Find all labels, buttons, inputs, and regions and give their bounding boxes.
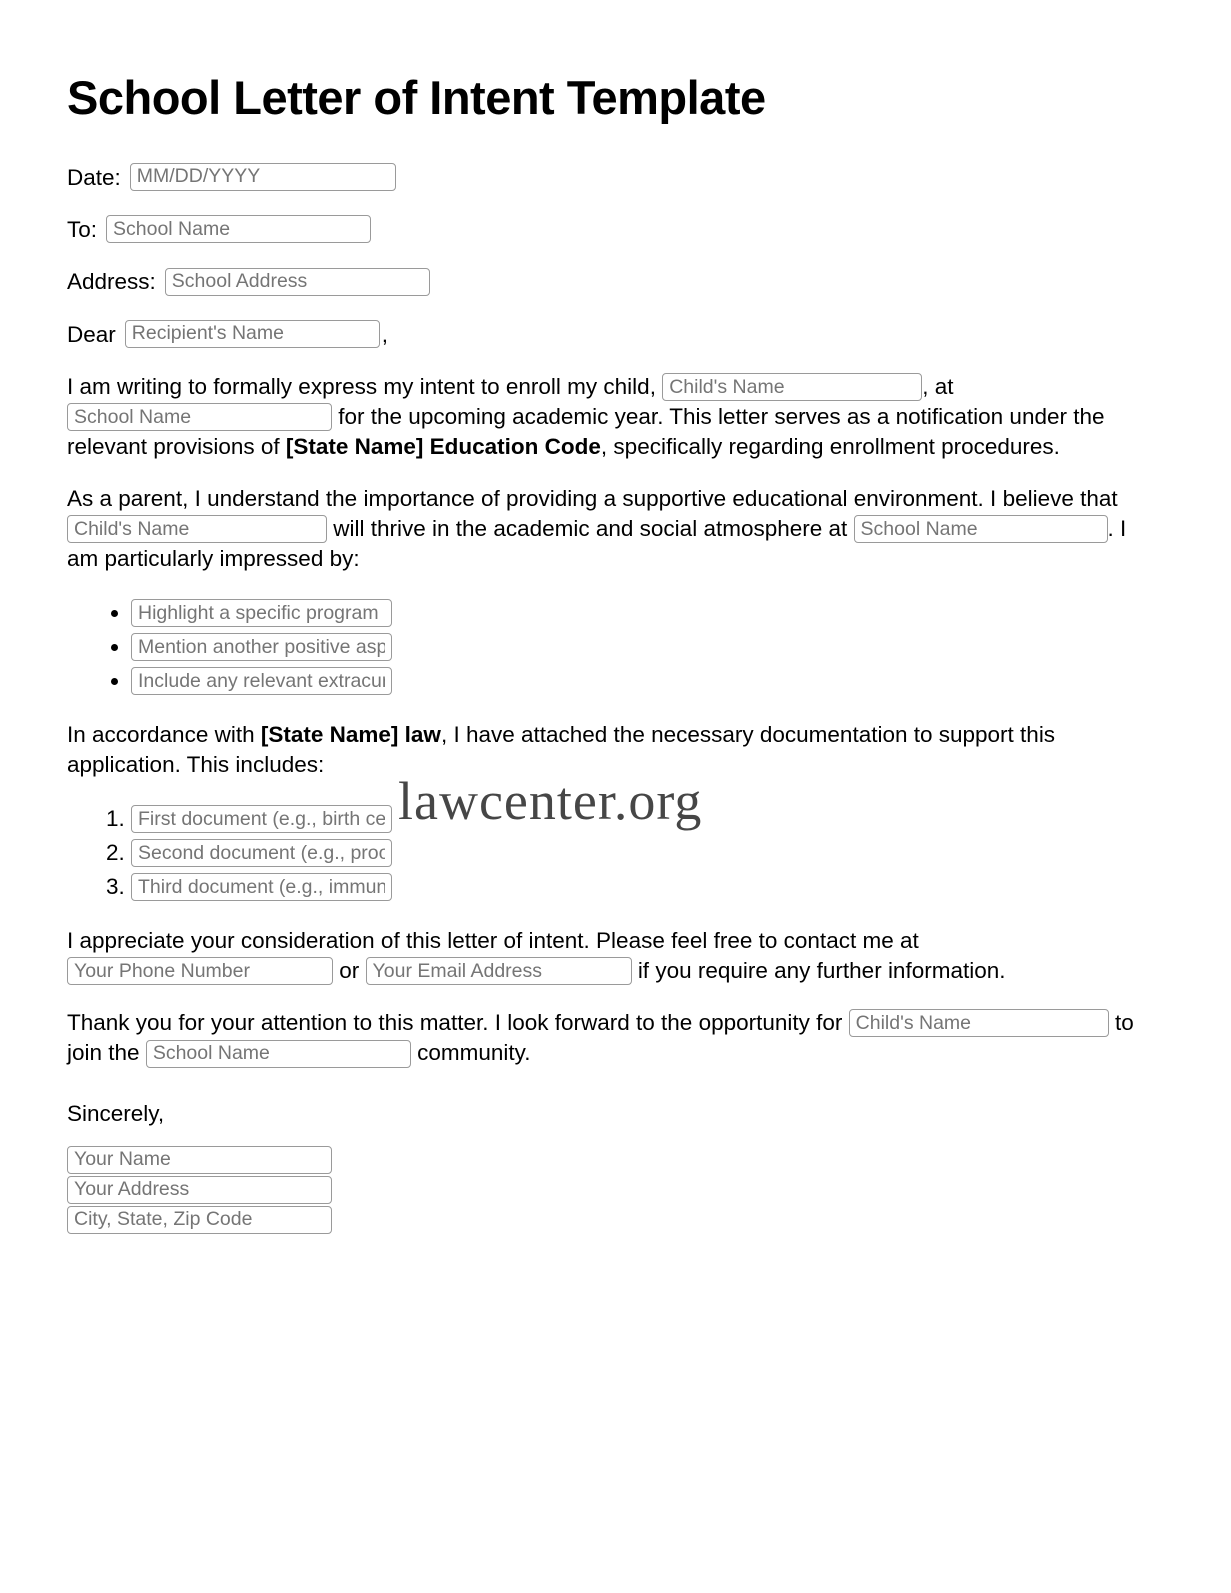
second-document-input[interactable] bbox=[131, 839, 392, 867]
salutation-comma: , bbox=[381, 321, 389, 347]
date-input[interactable] bbox=[130, 163, 396, 191]
paragraph-thanks bbox=[67, 1008, 1145, 1068]
to-line bbox=[67, 215, 1164, 245]
paragraph-parent bbox=[67, 484, 1145, 574]
salutation-line bbox=[67, 320, 1164, 350]
child-name-input-2[interactable] bbox=[67, 515, 327, 543]
paragraph-contact-text-1: I appreciate your consideration of this letter of intent. Please feel free to contact me at bbox=[67, 928, 919, 954]
paragraph-intent-text-3: for the upcoming academic year. This letter serves as a notification under the relevant provisions of bbox=[67, 404, 1105, 460]
your-name-input[interactable] bbox=[67, 1146, 332, 1174]
paragraph-accordance bbox=[67, 720, 1145, 780]
contact-conjunction: or bbox=[339, 958, 360, 984]
school-address-input[interactable] bbox=[165, 268, 430, 296]
address-line bbox=[67, 267, 1164, 297]
paragraph-accordance-text-2: , I have attached the necessary documentation to support this application. This includes: bbox=[67, 722, 1056, 778]
page-title: School Letter of Intent Template bbox=[67, 71, 766, 124]
paragraph-thanks-text-1: Thank you for your attention to this matter. I look forward to the opportunity for bbox=[67, 1010, 843, 1036]
paragraph-parent-text-3: . I am particularly impressed by: bbox=[67, 516, 1127, 572]
paragraph-parent-text-1: As a parent, I understand the importance of providing a supportive educational environment. I believe that bbox=[67, 486, 1118, 512]
child-name-input-3[interactable] bbox=[849, 1009, 1109, 1037]
paragraph-intent-text-2: , at bbox=[922, 374, 954, 400]
closing-sincerely: Sincerely, bbox=[67, 1100, 165, 1126]
list-item bbox=[131, 870, 1164, 904]
paragraph-contact-text-2: if you require any further information. bbox=[637, 958, 1006, 984]
paragraph-intent bbox=[67, 372, 1145, 462]
extracurricular-input[interactable] bbox=[131, 667, 392, 695]
positive-aspect-input[interactable] bbox=[131, 633, 392, 661]
address-label: Address: bbox=[67, 269, 156, 295]
list-item bbox=[131, 802, 1164, 836]
school-name-input-3[interactable] bbox=[146, 1040, 411, 1068]
paragraph-accordance-text-1: In accordance with bbox=[67, 722, 255, 748]
paragraph-intent-text-4: , specifically regarding enrollment procedures. bbox=[600, 434, 1060, 460]
paragraph-contact bbox=[67, 926, 1145, 986]
third-document-input[interactable] bbox=[131, 873, 392, 901]
to-school-name-input[interactable] bbox=[106, 215, 371, 243]
your-address-input[interactable] bbox=[67, 1176, 332, 1204]
list-item bbox=[131, 836, 1164, 870]
list-item bbox=[131, 596, 1164, 630]
watermark: lawcenter.org bbox=[398, 771, 703, 831]
date-label: Date: bbox=[67, 164, 121, 190]
paragraph-intent-text-1: I am writing to formally express my intent to enroll my child, bbox=[67, 374, 656, 400]
paragraph-thanks-text-3: community. bbox=[417, 1040, 531, 1066]
to-label: To: bbox=[67, 217, 98, 242]
list-item bbox=[131, 664, 1164, 698]
paragraph-thanks-text-2: to join the bbox=[67, 1010, 1134, 1066]
state-education-code-bold: [State Name] Education Code bbox=[285, 434, 601, 460]
phone-number-input[interactable] bbox=[67, 957, 333, 985]
school-name-input-1[interactable] bbox=[67, 403, 332, 431]
signature-block bbox=[67, 1147, 1164, 1235]
recipient-name-input[interactable] bbox=[125, 320, 380, 348]
city-state-zip-input[interactable] bbox=[67, 1206, 332, 1234]
date-line bbox=[67, 163, 1164, 193]
paragraph-parent-text-2: will thrive in the academic and social atmosphere at bbox=[333, 516, 848, 542]
list-item bbox=[131, 630, 1164, 664]
state-law-bold: [State Name] law bbox=[260, 722, 441, 748]
documentation-list bbox=[67, 802, 1164, 904]
email-address-input[interactable] bbox=[366, 957, 632, 985]
child-name-input-1[interactable] bbox=[662, 373, 922, 401]
salutation-label: Dear bbox=[67, 321, 116, 347]
school-name-input-2[interactable] bbox=[854, 515, 1108, 543]
highlight-program-input[interactable] bbox=[131, 599, 392, 627]
first-document-input[interactable] bbox=[131, 805, 392, 833]
impressed-by-list bbox=[67, 596, 1164, 698]
